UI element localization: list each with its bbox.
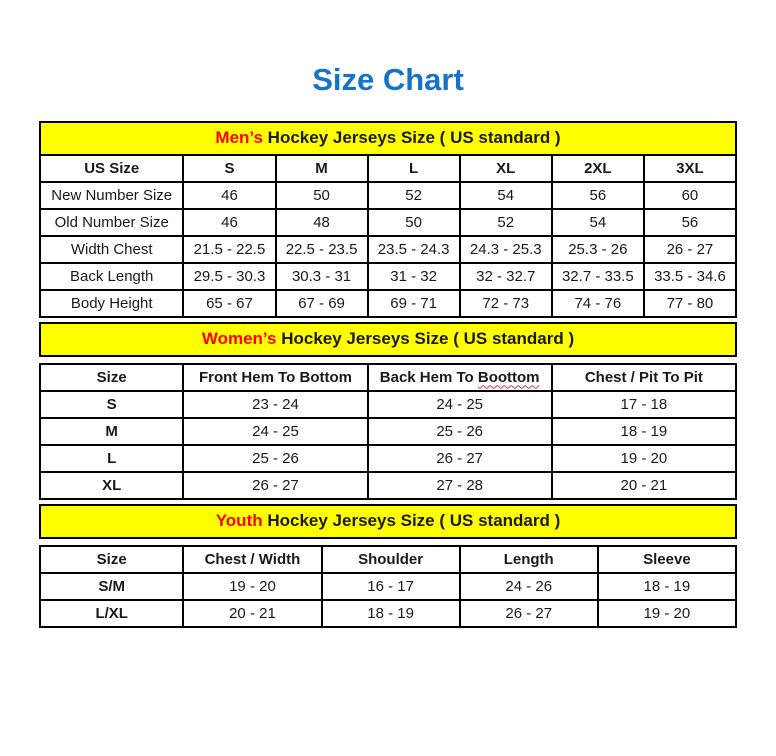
size-value: 52 [368, 182, 460, 209]
column-header: S [183, 155, 275, 182]
size-value: 50 [368, 209, 460, 236]
size-value: 67 - 69 [276, 290, 368, 317]
row-label: Back Length [40, 263, 183, 290]
column-header: 2XL [552, 155, 644, 182]
size-value: 21.5 - 22.5 [183, 236, 275, 263]
size-value: 29.5 - 30.3 [183, 263, 275, 290]
size-value: 25 - 26 [368, 418, 552, 445]
header-row [40, 364, 736, 391]
size-value: 27 - 28 [368, 472, 552, 499]
size-value: 52 [460, 209, 552, 236]
row-label: S/M [40, 573, 183, 600]
womens-section-header [39, 322, 737, 357]
size-value: 50 [276, 182, 368, 209]
size-value: 22.5 - 23.5 [276, 236, 368, 263]
size-value: 18 - 19 [598, 573, 736, 600]
size-chart-page [0, 64, 776, 756]
column-header [368, 364, 552, 391]
header-row [40, 546, 736, 573]
size-value: 19 - 20 [552, 445, 736, 472]
row-label: S [40, 391, 183, 418]
size-value: 26 - 27 [183, 472, 367, 499]
womens-section-title: Hockey Jerseys Size ( US standard ) [276, 329, 575, 349]
table-row [40, 573, 736, 600]
mens-section-header [39, 121, 737, 156]
size-value: 33.5 - 34.6 [644, 263, 736, 290]
column-header: Front Hem To Bottom [183, 364, 367, 391]
row-label: Width Chest [40, 236, 183, 263]
column-header: Sleeve [598, 546, 736, 573]
size-value: 24.3 - 25.3 [460, 236, 552, 263]
mens-size-table [39, 154, 737, 318]
size-value: 23 - 24 [183, 391, 367, 418]
size-value: 25.3 - 26 [552, 236, 644, 263]
womens-section-highlight: Women’s [201, 329, 277, 349]
size-value: 24 - 25 [183, 418, 367, 445]
size-value: 72 - 73 [460, 290, 552, 317]
row-label: XL [40, 472, 183, 499]
column-header: Size [40, 364, 183, 391]
youth-section-header [39, 504, 737, 539]
size-value: 16 - 17 [322, 573, 460, 600]
column-header: L [368, 155, 460, 182]
column-header: US Size [40, 155, 183, 182]
size-value: 54 [460, 182, 552, 209]
table-row [40, 182, 736, 209]
row-label: Body Height [40, 290, 183, 317]
youth-section [39, 504, 737, 628]
size-value: 65 - 67 [183, 290, 275, 317]
row-label: L [40, 445, 183, 472]
page-title: Size Chart [312, 62, 464, 97]
size-value: 56 [644, 209, 736, 236]
size-value: 18 - 19 [322, 600, 460, 627]
size-value: 32 - 32.7 [460, 263, 552, 290]
size-value: 32.7 - 33.5 [552, 263, 644, 290]
size-value: 31 - 32 [368, 263, 460, 290]
youth-size-table [39, 545, 737, 628]
youth-section-highlight: Youth [215, 511, 263, 531]
column-header: Size [40, 546, 183, 573]
size-value: 46 [183, 209, 275, 236]
size-value: 19 - 20 [598, 600, 736, 627]
size-value: 26 - 27 [644, 236, 736, 263]
row-label: M [40, 418, 183, 445]
mens-section [39, 121, 737, 318]
size-chart-content [39, 121, 737, 628]
column-header: XL [460, 155, 552, 182]
size-value: 17 - 18 [552, 391, 736, 418]
table-row [40, 290, 736, 317]
mens-section-highlight: Men’s [215, 128, 263, 148]
size-value: 25 - 26 [183, 445, 367, 472]
size-value: 77 - 80 [644, 290, 736, 317]
column-header: Shoulder [322, 546, 460, 573]
size-value: 54 [552, 209, 644, 236]
table-row [40, 472, 736, 499]
size-value: 74 - 76 [552, 290, 644, 317]
size-value: 69 - 71 [368, 290, 460, 317]
size-value: 60 [644, 182, 736, 209]
size-value: 23.5 - 24.3 [368, 236, 460, 263]
column-header: Chest / Width [183, 546, 321, 573]
column-header: 3XL [644, 155, 736, 182]
size-value: 46 [183, 182, 275, 209]
column-header: Chest / Pit To Pit [552, 364, 736, 391]
size-value: 19 - 20 [183, 573, 321, 600]
table-row [40, 391, 736, 418]
table-row [40, 236, 736, 263]
row-label: New Number Size [40, 182, 183, 209]
column-header: Length [460, 546, 598, 573]
size-value: 30.3 - 31 [276, 263, 368, 290]
row-label: Old Number Size [40, 209, 183, 236]
table-row [40, 600, 736, 627]
table-row [40, 263, 736, 290]
size-value: 48 [276, 209, 368, 236]
mens-section-title: Hockey Jerseys Size ( US standard ) [262, 128, 561, 148]
size-value: 24 - 26 [460, 573, 598, 600]
size-value: 20 - 21 [183, 600, 321, 627]
table-row [40, 209, 736, 236]
column-header: M [276, 155, 368, 182]
size-value: 56 [552, 182, 644, 209]
row-label: L/XL [40, 600, 183, 627]
misspelled-word: Boottom [477, 368, 540, 386]
header-row [40, 155, 736, 182]
size-value: 24 - 25 [368, 391, 552, 418]
size-value: 26 - 27 [460, 600, 598, 627]
table-row [40, 418, 736, 445]
womens-size-table [39, 363, 737, 500]
size-value: 26 - 27 [368, 445, 552, 472]
header-text: Back Hem To [379, 368, 478, 386]
size-value: 20 - 21 [552, 472, 736, 499]
table-row [40, 445, 736, 472]
youth-section-title: Hockey Jerseys Size ( US standard ) [262, 511, 561, 531]
womens-section [39, 322, 737, 500]
size-value: 18 - 19 [552, 418, 736, 445]
